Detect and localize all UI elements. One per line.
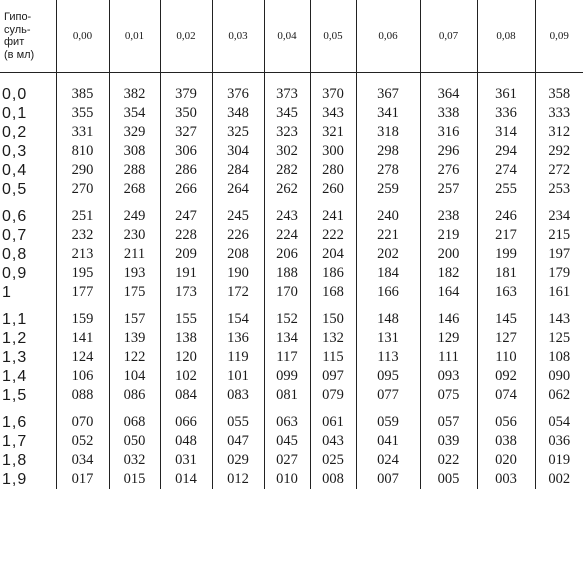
table-cell: 249 [109, 199, 160, 226]
table-cell: 150 [310, 302, 356, 329]
table-row [0, 73, 583, 105]
table-row [0, 199, 583, 226]
row-label: 1,4 [2, 368, 28, 385]
table-row [0, 405, 583, 432]
table-cell: 173 [160, 283, 212, 302]
table-cell: 181 [477, 264, 535, 283]
table-cell: 154 [212, 302, 264, 329]
table-cell: 164 [420, 283, 477, 302]
table-body [0, 73, 583, 490]
table-cell: 079 [310, 386, 356, 405]
table-cell: 208 [212, 245, 264, 264]
table-cell: 168 [310, 283, 356, 302]
table-cell: 014 [160, 470, 212, 489]
table-cell: 215 [535, 226, 583, 245]
table-cell: 127 [477, 329, 535, 348]
table-cell: 045 [264, 432, 310, 451]
table-cell: 138 [160, 329, 212, 348]
table-header-row [0, 0, 583, 73]
table-cell: 286 [160, 161, 212, 180]
table-cell: 101 [212, 367, 264, 386]
table-cell: 068 [109, 405, 160, 432]
table-cell: 338 [420, 104, 477, 123]
table-cell: 253 [535, 180, 583, 199]
table-cell: 083 [212, 386, 264, 405]
table-cell: 054 [535, 405, 583, 432]
row-label: 0,4 [2, 162, 28, 179]
table-cell: 321 [310, 123, 356, 142]
table-cell: 199 [477, 245, 535, 264]
table-cell: 278 [356, 161, 420, 180]
table-cell: 172 [212, 283, 264, 302]
table-cell: 093 [420, 367, 477, 386]
table-cell: 102 [160, 367, 212, 386]
table-cell: 106 [56, 367, 109, 386]
table-cell: 143 [535, 302, 583, 329]
table-row [0, 180, 583, 199]
table-cell: 122 [109, 348, 160, 367]
table-row [0, 283, 583, 302]
table-row [0, 104, 583, 123]
table-cell: 086 [109, 386, 160, 405]
row-label: 1,1 [2, 311, 28, 328]
row-header-line: Гипо- [4, 11, 32, 23]
table-row [0, 386, 583, 405]
table-cell: 292 [535, 142, 583, 161]
table-cell: 221 [356, 226, 420, 245]
table-cell: 015 [109, 470, 160, 489]
table-cell: 062 [535, 386, 583, 405]
table-row [0, 142, 583, 161]
table-cell: 152 [264, 302, 310, 329]
row-header-line: (в мл) [4, 48, 35, 61]
table-row [0, 161, 583, 180]
table-cell: 260 [310, 180, 356, 199]
table-cell: 304 [212, 142, 264, 161]
row-label: 1,8 [2, 452, 28, 469]
table-cell: 161 [535, 283, 583, 302]
table-cell: 184 [356, 264, 420, 283]
table-cell: 108 [535, 348, 583, 367]
table-row [0, 123, 583, 142]
column-header: 0,06 [356, 0, 420, 73]
table-cell: 343 [310, 104, 356, 123]
table-cell: 041 [356, 432, 420, 451]
table-cell: 348 [212, 104, 264, 123]
table-cell: 075 [420, 386, 477, 405]
table-cell: 043 [310, 432, 356, 451]
table-row [0, 264, 583, 283]
table-row [0, 329, 583, 348]
table-cell: 003 [477, 470, 535, 489]
table-cell: 048 [160, 432, 212, 451]
table-cell: 186 [310, 264, 356, 283]
table-cell: 146 [420, 302, 477, 329]
row-label: 1 [2, 284, 12, 301]
table-cell: 232 [56, 226, 109, 245]
table-cell: 027 [264, 451, 310, 470]
table-cell: 047 [212, 432, 264, 451]
table-cell: 230 [109, 226, 160, 245]
table-cell: 124 [56, 348, 109, 367]
table-cell: 020 [477, 451, 535, 470]
table-cell: 077 [356, 386, 420, 405]
table-cell: 131 [356, 329, 420, 348]
table-cell: 010 [264, 470, 310, 489]
table-cell: 170 [264, 283, 310, 302]
table-cell: 017 [56, 470, 109, 489]
table-cell: 159 [56, 302, 109, 329]
table-cell: 179 [535, 264, 583, 283]
column-header: 0,05 [310, 0, 356, 73]
table-cell: 197 [535, 245, 583, 264]
column-header: 0,07 [420, 0, 477, 73]
table-cell: 012 [212, 470, 264, 489]
table-cell: 282 [264, 161, 310, 180]
table-cell: 050 [109, 432, 160, 451]
table-cell: 125 [535, 329, 583, 348]
table-cell: 188 [264, 264, 310, 283]
table-cell: 095 [356, 367, 420, 386]
table-cell: 306 [160, 142, 212, 161]
table-cell: 355 [56, 104, 109, 123]
column-header: 0,02 [160, 0, 212, 73]
table-cell: 052 [56, 432, 109, 451]
table-cell: 280 [310, 161, 356, 180]
column-header: 0,01 [109, 0, 160, 73]
table-row [0, 432, 583, 451]
table-cell: 117 [264, 348, 310, 367]
table-cell: 022 [420, 451, 477, 470]
row-label: 0,8 [2, 246, 28, 263]
table-cell: 129 [420, 329, 477, 348]
table-cell: 070 [56, 405, 109, 432]
table-cell: 063 [264, 405, 310, 432]
table-cell: 327 [160, 123, 212, 142]
table-cell: 195 [56, 264, 109, 283]
row-label: 0,1 [2, 105, 28, 122]
table-cell: 382 [109, 73, 160, 105]
row-label: 0,3 [2, 143, 28, 160]
table-cell: 141 [56, 329, 109, 348]
table-cell: 193 [109, 264, 160, 283]
table-cell: 276 [420, 161, 477, 180]
table-cell: 036 [535, 432, 583, 451]
row-header-cell [0, 0, 56, 73]
table-cell: 245 [212, 199, 264, 226]
table-cell: 190 [212, 264, 264, 283]
table-cell: 325 [212, 123, 264, 142]
table-cell: 092 [477, 367, 535, 386]
table-cell: 104 [109, 367, 160, 386]
table-cell: 251 [56, 199, 109, 226]
table-cell: 316 [420, 123, 477, 142]
table-cell: 247 [160, 199, 212, 226]
table-cell: 163 [477, 283, 535, 302]
table-cell: 238 [420, 199, 477, 226]
table-cell: 243 [264, 199, 310, 226]
table-cell: 222 [310, 226, 356, 245]
row-label: 0,2 [2, 124, 28, 141]
table-row [0, 245, 583, 264]
table-cell: 066 [160, 405, 212, 432]
row-label: 0,7 [2, 227, 28, 244]
table-cell: 081 [264, 386, 310, 405]
table-cell: 134 [264, 329, 310, 348]
table-cell: 370 [310, 73, 356, 105]
table-cell: 202 [356, 245, 420, 264]
row-label: 1,5 [2, 387, 28, 404]
table-cell: 019 [535, 451, 583, 470]
table-cell: 084 [160, 386, 212, 405]
table-cell: 204 [310, 245, 356, 264]
table-cell: 262 [264, 180, 310, 199]
table-cell: 132 [310, 329, 356, 348]
table-cell: 031 [160, 451, 212, 470]
table-cell: 057 [420, 405, 477, 432]
table-cell: 312 [535, 123, 583, 142]
table-cell: 257 [420, 180, 477, 199]
table-cell: 226 [212, 226, 264, 245]
table-cell: 345 [264, 104, 310, 123]
table-cell: 136 [212, 329, 264, 348]
table-cell: 177 [56, 283, 109, 302]
table-cell: 139 [109, 329, 160, 348]
table-cell: 206 [264, 245, 310, 264]
table-cell: 294 [477, 142, 535, 161]
table-cell: 213 [56, 245, 109, 264]
table-cell: 373 [264, 73, 310, 105]
table-cell: 385 [56, 73, 109, 105]
table-cell: 270 [56, 180, 109, 199]
table-cell: 148 [356, 302, 420, 329]
table-cell: 336 [477, 104, 535, 123]
table-cell: 255 [477, 180, 535, 199]
table-cell: 056 [477, 405, 535, 432]
table-cell: 002 [535, 470, 583, 489]
table-cell: 007 [356, 470, 420, 489]
column-header: 0,00 [56, 0, 109, 73]
table-cell: 099 [264, 367, 310, 386]
table-cell: 298 [356, 142, 420, 161]
table-cell: 145 [477, 302, 535, 329]
row-label: 1,6 [2, 414, 28, 431]
table-cell: 318 [356, 123, 420, 142]
table-cell: 329 [109, 123, 160, 142]
table-cell: 059 [356, 405, 420, 432]
table-cell: 074 [477, 386, 535, 405]
column-header: 0,09 [535, 0, 583, 73]
table-cell: 055 [212, 405, 264, 432]
table-cell: 088 [56, 386, 109, 405]
table-cell: 284 [212, 161, 264, 180]
table-cell: 361 [477, 73, 535, 105]
table-cell: 810 [56, 142, 109, 161]
table-cell: 323 [264, 123, 310, 142]
table-cell: 029 [212, 451, 264, 470]
table-cell: 259 [356, 180, 420, 199]
table-cell: 039 [420, 432, 477, 451]
table-cell: 288 [109, 161, 160, 180]
table-cell: 200 [420, 245, 477, 264]
row-label: 1,2 [2, 330, 28, 347]
row-label: 0,6 [2, 208, 28, 225]
column-header: 0,04 [264, 0, 310, 73]
table-cell: 182 [420, 264, 477, 283]
table-cell: 038 [477, 432, 535, 451]
table-cell: 379 [160, 73, 212, 105]
table-cell: 314 [477, 123, 535, 142]
table-cell: 234 [535, 199, 583, 226]
table-cell: 115 [310, 348, 356, 367]
table-cell: 025 [310, 451, 356, 470]
row-label: 0,5 [2, 181, 28, 198]
table-cell: 341 [356, 104, 420, 123]
table-cell: 364 [420, 73, 477, 105]
table-cell: 097 [310, 367, 356, 386]
table-row [0, 470, 583, 489]
table-cell: 224 [264, 226, 310, 245]
table-cell: 367 [356, 73, 420, 105]
table-cell: 119 [212, 348, 264, 367]
table-cell: 241 [310, 199, 356, 226]
table-cell: 005 [420, 470, 477, 489]
table-cell: 110 [477, 348, 535, 367]
table-cell: 219 [420, 226, 477, 245]
table-cell: 358 [535, 73, 583, 105]
column-header: 0,08 [477, 0, 535, 73]
table-cell: 090 [535, 367, 583, 386]
table-row [0, 226, 583, 245]
table-row [0, 348, 583, 367]
row-label: 0,9 [2, 265, 28, 282]
row-label: 1,7 [2, 433, 28, 450]
table-cell: 264 [212, 180, 264, 199]
row-header-line: фит [4, 36, 25, 48]
row-label: 0,0 [2, 86, 28, 103]
table-row [0, 367, 583, 386]
table-cell: 228 [160, 226, 212, 245]
table-cell: 296 [420, 142, 477, 161]
table-cell: 266 [160, 180, 212, 199]
table-cell: 008 [310, 470, 356, 489]
table-cell: 024 [356, 451, 420, 470]
table-cell: 191 [160, 264, 212, 283]
table-cell: 272 [535, 161, 583, 180]
table-cell: 300 [310, 142, 356, 161]
table-cell: 302 [264, 142, 310, 161]
row-label: 1,3 [2, 349, 28, 366]
table-cell: 211 [109, 245, 160, 264]
table-cell: 157 [109, 302, 160, 329]
table-cell: 113 [356, 348, 420, 367]
table-cell: 120 [160, 348, 212, 367]
table-cell: 290 [56, 161, 109, 180]
table-row [0, 302, 583, 329]
table-cell: 246 [477, 199, 535, 226]
table-cell: 032 [109, 451, 160, 470]
table-cell: 217 [477, 226, 535, 245]
table-cell: 240 [356, 199, 420, 226]
table-cell: 155 [160, 302, 212, 329]
table-cell: 354 [109, 104, 160, 123]
row-label: 1,9 [2, 471, 28, 488]
table-cell: 376 [212, 73, 264, 105]
table-cell: 308 [109, 142, 160, 161]
table-row [0, 451, 583, 470]
column-header: 0,03 [212, 0, 264, 73]
table-cell: 209 [160, 245, 212, 264]
table-cell: 274 [477, 161, 535, 180]
table-cell: 333 [535, 104, 583, 123]
table-cell: 166 [356, 283, 420, 302]
table-cell: 331 [56, 123, 109, 142]
table-cell: 350 [160, 104, 212, 123]
row-header-line: суль- [4, 23, 31, 36]
table-cell: 111 [420, 348, 477, 367]
table-cell: 061 [310, 405, 356, 432]
table-cell: 268 [109, 180, 160, 199]
table-cell: 175 [109, 283, 160, 302]
table-cell: 034 [56, 451, 109, 470]
